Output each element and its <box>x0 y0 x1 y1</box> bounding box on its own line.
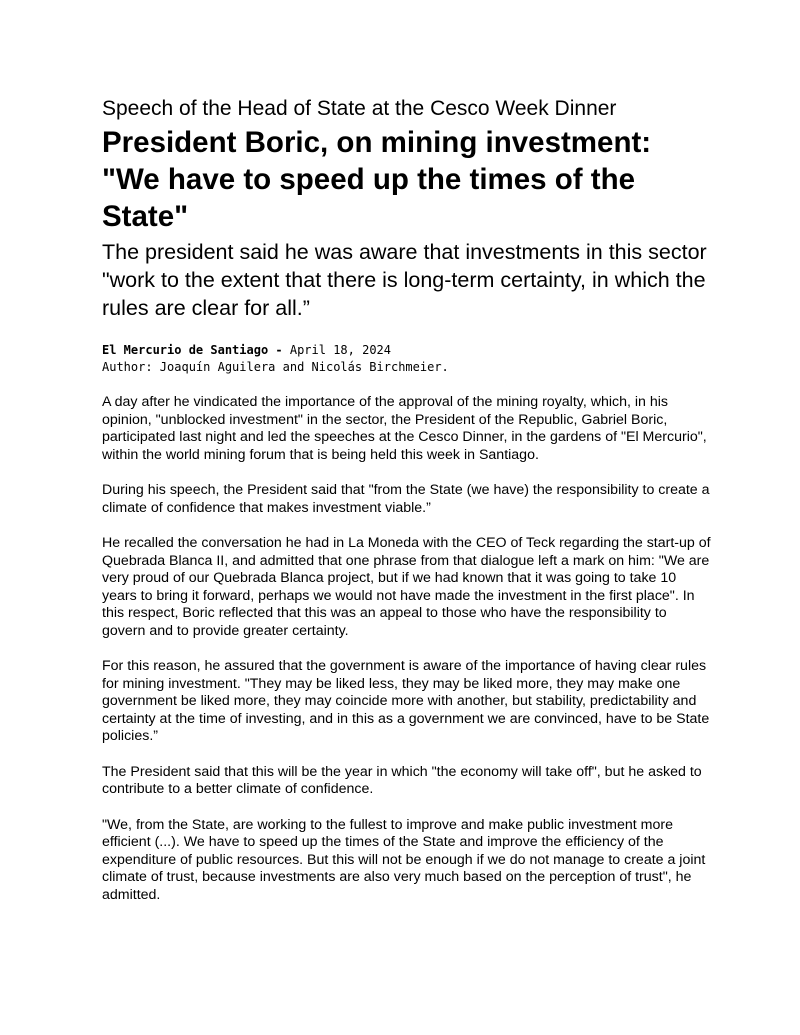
source-separator: - <box>268 343 290 357</box>
article-kicker: Speech of the Head of State at the Cesco Week Dinner <box>102 97 617 120</box>
body-paragraph: A day after he vindicated the importance of the approval of the mining royalty, which, in his opinion, "unblocked investment" in the sector, the President of the Republic, Gabriel Boric, participated last night and led the speeches at the Cesco Dinner, in the gardens of "El Mercurio", within the world mining forum that is being held this week in Santiago. <box>102 394 707 463</box>
body-paragraph: During his speech, the President said that "from the State (we have) the responsibility to create a climate of confidence that makes investment viable.” <box>102 482 710 516</box>
article <box>102 96 712 922</box>
article-headline: President Boric, on mining investment: "We have to speed up the times of the State" <box>102 126 652 233</box>
body-paragraph: "We, from the State, are working to the fullest to improve and make public investment more efficient (...). We have to speed up the times of the State and improve the efficiency of the expenditure of public resources. But this will not be enough if we do not manage to create a joint climate of trust, because investments are also very much based on the perception of trust", he admitted. <box>102 816 706 903</box>
body-paragraph: He recalled the conversation he had in La Moneda with the CEO of Teck regarding the start-up of Quebrada Blanca II, and admitted that one phrase from that dialogue left a mark on him: "We are very proud of our Quebrada Blanca project, but if we had known that it was going to take 10 years to bring it forward, perhaps we would not have made the investment in the first place". In this respect, Boric reflected that this was an appeal to those who have the responsibility to govern and to provide greater certainty. <box>102 535 711 639</box>
body-paragraph: The President said that this will be the year in which "the economy will take off", but he asked to contribute to a better climate of confidence. <box>102 763 702 797</box>
article-meta <box>102 342 712 376</box>
source-name: El Mercurio de Santiago <box>102 343 269 357</box>
article-standfirst: The president said he was aware that investments in this sector "work to the extent that there is long-term certainty, in which the rules are clear for all.” <box>102 240 707 320</box>
article-body <box>102 394 712 904</box>
publish-date: April 18, 2024 <box>289 343 392 357</box>
author-line: Author: Joaquín Aguilera and Nicolás Birchmeier. <box>102 360 449 374</box>
body-paragraph: For this reason, he assured that the government is aware of the importance of having clear rules for mining investment. "They may be liked less, they may be liked more, they may make one government be liked more, they may coincide more with another, but stability, predictability and certainty at the time of investing, and in this as a government we are convinced, have to be State policies.” <box>102 658 710 744</box>
byline <box>102 342 712 359</box>
